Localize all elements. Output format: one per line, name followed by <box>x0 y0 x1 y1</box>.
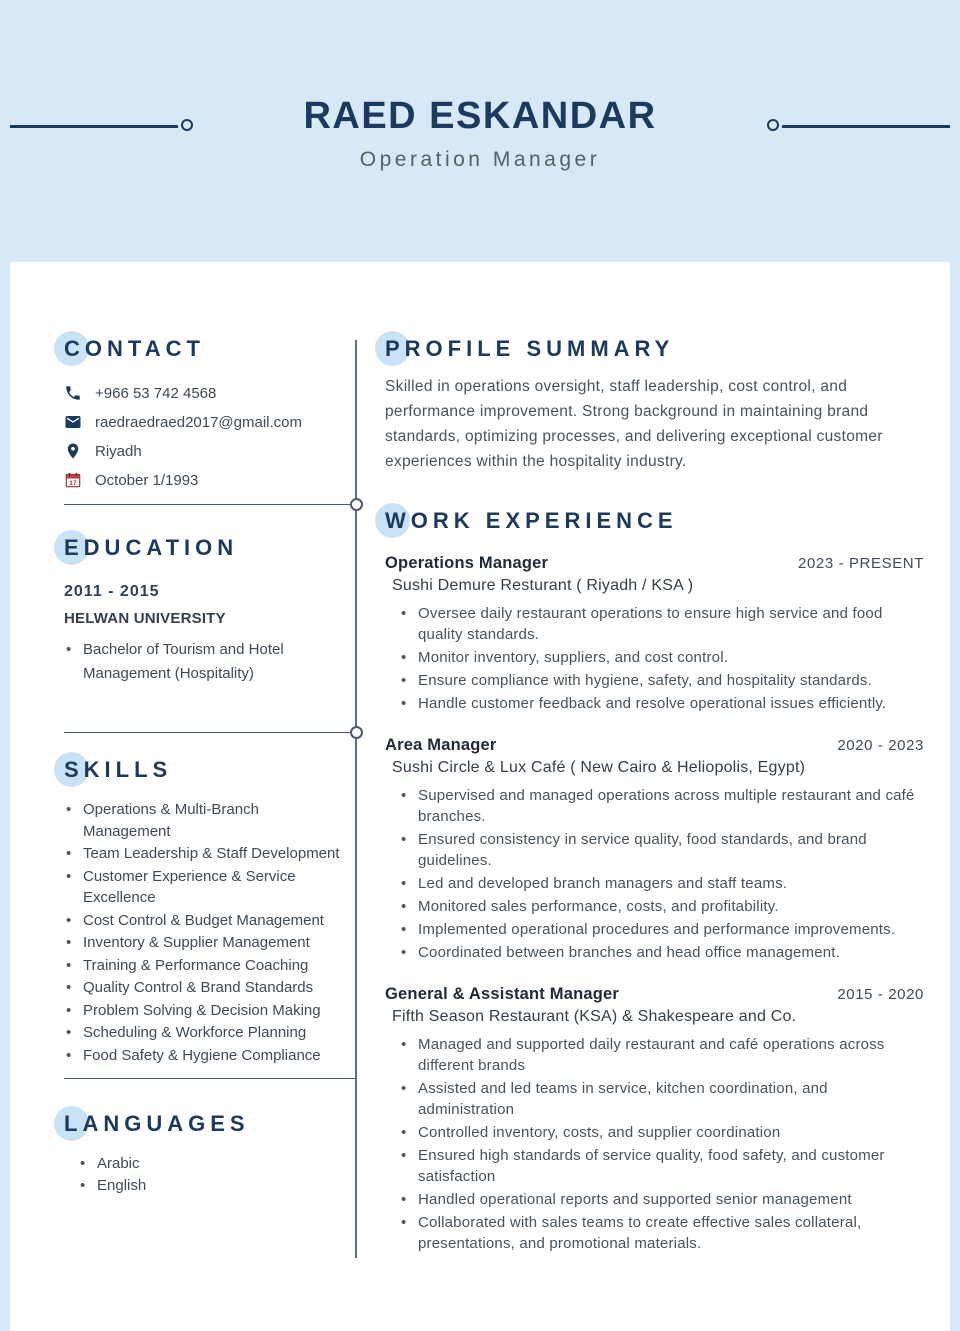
contact-location-row <box>64 442 346 460</box>
skill-item: • Problem Solving & Decision Making <box>64 1000 346 1022</box>
skill-item: • Training & Performance Coaching <box>64 955 346 977</box>
job-bullet-list <box>399 785 924 963</box>
job-bullet: • Led and developed branch managers and staff teams. <box>399 873 924 894</box>
svg-text:17: 17 <box>69 479 77 487</box>
work-experience-section <box>385 508 924 1254</box>
job-header <box>385 736 924 755</box>
contact-birthdate-row <box>64 471 346 489</box>
phone-icon <box>64 384 82 402</box>
skill-item: • Quality Control & Brand Standards <box>64 977 346 999</box>
education-school: HELWAN UNIVERSITY <box>64 610 226 627</box>
job-bullet: • Ensured high standards of service quality, food safety, and customer satisfaction <box>399 1145 924 1187</box>
job-dates: 2023 - PRESENT <box>798 555 924 572</box>
skills-heading: SKILLS <box>64 757 346 783</box>
candidate-job-title: Operation Manager <box>359 148 601 171</box>
languages-heading: LANGUAGES <box>64 1111 346 1137</box>
work-experience-heading: WORK EXPERIENCE <box>385 508 924 534</box>
job-bullet: • Handled operational reports and supported senior management <box>399 1189 924 1210</box>
job-company: Fifth Season Restaurant (KSA) & Shakespeare and Co. <box>392 1008 797 1025</box>
job-title: General & Assistant Manager <box>385 985 620 1003</box>
contact-email-value[interactable]: raedraedraed2017@gmail.com <box>95 413 303 431</box>
skills-list <box>64 799 346 1066</box>
skill-item: • Scheduling & Workforce Planning <box>64 1022 346 1044</box>
job-entry <box>385 554 924 714</box>
job-bullet: • Assisted and led teams in service, kitchen coordination, and administration <box>399 1078 924 1120</box>
skills-section-divider <box>64 1078 356 1079</box>
page-left-border <box>0 0 10 1331</box>
header-left-line <box>10 125 178 128</box>
job-bullet: • Controlled inventory, costs, and supplier coordination <box>399 1122 924 1143</box>
job-bullet: • Ensured consistency in service quality, food standards, and brand guidelines. <box>399 829 924 871</box>
language-item: • English <box>78 1175 346 1197</box>
location-pin-icon <box>64 442 82 460</box>
skill-item: • Operations & Multi-Branch Management <box>64 799 346 842</box>
job-bullet: • Collaborated with sales teams to create effective sales collateral, presentations, and promotional materials. <box>399 1212 924 1254</box>
job-bullet: • Managed and supported daily restaurant and café operations across different brands <box>399 1034 924 1076</box>
job-header <box>385 554 924 573</box>
profile-summary-text: Skilled in operations oversight, staff leadership, cost control, and performance improvement. Strong background in maintaining brand standards, optimizing processes, and delivering exceptional customer experiences within the hospitality industry. <box>385 378 883 470</box>
skill-item: • Food Safety & Hygiene Compliance <box>64 1045 346 1067</box>
skill-item: • Team Leadership & Staff Development <box>64 843 346 865</box>
skill-item: • Cost Control & Budget Management <box>64 910 346 932</box>
profile-summary-heading: PROFILE SUMMARY <box>385 336 924 362</box>
sidebar <box>64 262 346 1197</box>
candidate-name: RAED ESKANDAR <box>303 95 657 137</box>
languages-section <box>64 1111 346 1197</box>
job-bullet: • Ensure compliance with hygiene, safety, and hospitality standards. <box>399 670 924 691</box>
job-dates: 2015 - 2020 <box>837 986 924 1003</box>
education-detail-item: • Bachelor of Tourism and Hotel Management (Hospitality) <box>64 638 346 686</box>
contact-phone-value: +966 53 742 4568 <box>95 384 217 402</box>
contact-list <box>64 384 346 489</box>
contact-phone-row <box>64 384 346 402</box>
job-title: Area Manager <box>385 736 497 754</box>
job-bullet: • Oversee daily restaurant operations to ensure high service and food quality standards. <box>399 603 924 645</box>
language-item: • Arabic <box>78 1153 346 1175</box>
education-section-divider <box>64 732 356 733</box>
job-bullet: • Implemented operational procedures and performance improvements. <box>399 919 924 940</box>
contact-location-value: Riyadh <box>95 442 142 460</box>
job-entry <box>385 985 924 1254</box>
contact-section-divider <box>64 504 356 505</box>
job-bullet: • Monitor inventory, suppliers, and cost control. <box>399 647 924 668</box>
job-bullet-list <box>399 1034 924 1254</box>
main-column <box>385 262 924 1256</box>
job-bullet: • Handle customer feedback and resolve operational issues efficiently. <box>399 693 924 714</box>
skill-item: • Inventory & Supplier Management <box>64 932 346 954</box>
profile-summary-section <box>385 336 924 474</box>
header-left-line-dot <box>181 119 193 131</box>
contact-heading: CONTACT <box>64 336 346 362</box>
skills-section <box>64 757 346 1066</box>
job-header <box>385 985 924 1004</box>
education-details-list <box>64 638 346 686</box>
job-company: Sushi Demure Resturant ( Riyadh / KSA ) <box>392 577 694 594</box>
email-icon <box>64 413 82 431</box>
job-dates: 2020 - 2023 <box>837 737 924 754</box>
contact-section <box>64 336 346 489</box>
job-bullet-list <box>399 603 924 714</box>
job-bullet: • Monitored sales performance, costs, and profitability. <box>399 896 924 917</box>
header-right-line <box>782 125 950 128</box>
header-right-line-dot <box>767 119 779 131</box>
job-title: Operations Manager <box>385 554 549 572</box>
education-heading: EDUCATION <box>64 535 346 561</box>
education-section <box>64 535 346 686</box>
page-right-border <box>950 0 960 1331</box>
languages-list <box>78 1153 346 1197</box>
column-divider-line <box>355 340 357 1258</box>
job-company: Sushi Circle & Lux Café ( New Cairo & Heliopolis, Egypt) <box>392 759 806 776</box>
header-band <box>0 0 960 262</box>
skill-item: • Customer Experience & Service Excellence <box>64 866 346 909</box>
contact-birthdate-value: October 1/1993 <box>95 471 199 489</box>
job-bullet: • Supervised and managed operations across multiple restaurant and café branches. <box>399 785 924 827</box>
job-entry <box>385 736 924 963</box>
contact-email-row <box>64 413 346 431</box>
content-area <box>10 262 950 1331</box>
education-years: 2011 - 2015 <box>64 583 160 600</box>
job-bullet: • Coordinated between branches and head office management. <box>399 942 924 963</box>
calendar-icon <box>64 471 82 489</box>
